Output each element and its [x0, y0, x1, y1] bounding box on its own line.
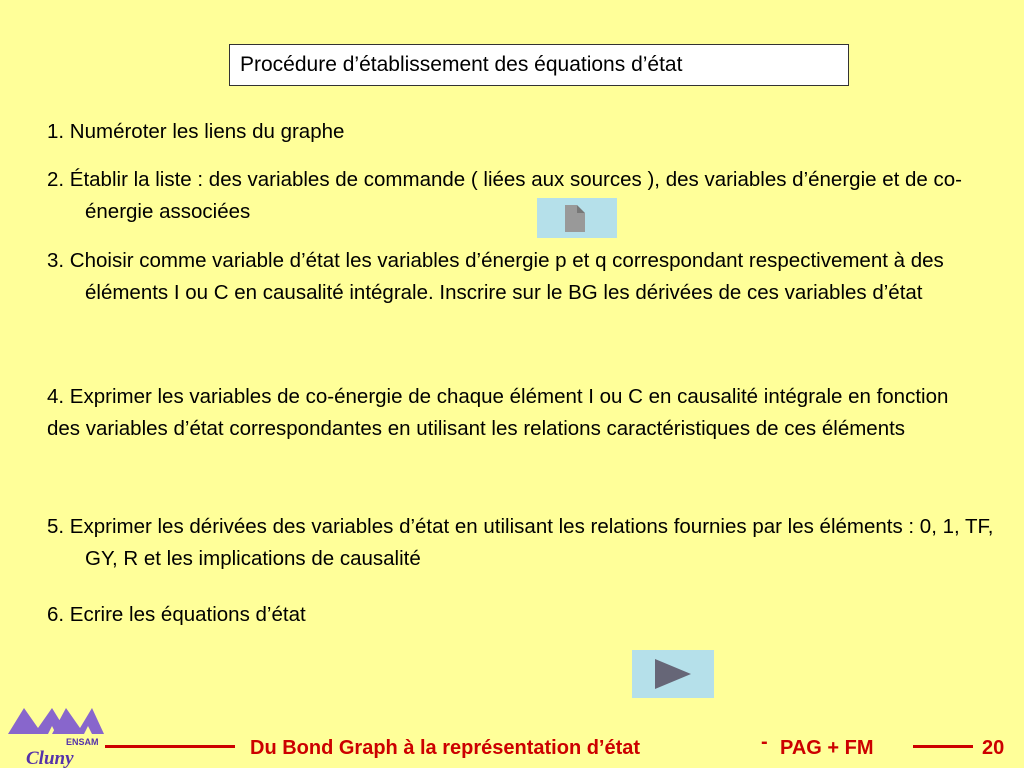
ensam-cluny-logo [4, 700, 104, 768]
footer-authors: PAG + FM [780, 737, 874, 759]
step-5: 5. Exprimer les dérivées des variables d’état en utilisant les relations fournies par les éléments : 0, 1, TF, GY, R et les implications de causalité [47, 515, 994, 570]
play-arrow-icon [655, 659, 691, 689]
step-1: 1. Numéroter les liens du graphe [47, 120, 345, 143]
footer-separator: - [761, 731, 768, 753]
step-2: 2. Établir la liste : des variables de commande ( liées aux sources ), des variables d’énergie et de co-énergie associées [47, 168, 962, 223]
logo-bottom-text: Cluny [26, 748, 74, 768]
step-4: 4. Exprimer les variables de co-énergie de chaque élément I ou C en causalité intégrale en fonction des variables d’état correspondantes en utilisant les relations caractéristiques de ces éléments [47, 385, 949, 440]
logo-top-text: ENSAM [66, 737, 99, 747]
step-6: 6. Ecrire les équations d’état [47, 603, 306, 626]
slide-title: Procédure d’établissement des équations d’état [229, 44, 849, 86]
footer-title: Du Bond Graph à la représentation d’état [250, 737, 641, 759]
footer-line-right [913, 745, 973, 748]
footer-line-left [105, 745, 235, 748]
step-3: 3. Choisir comme variable d’état les variables d’énergie p et q correspondant respectivement à des éléments I ou C en causalité intégrale. Inscrire sur le BG les dérivées de ces variables d’état [47, 249, 944, 304]
document-button[interactable] [537, 198, 617, 238]
page-number: 20 [982, 737, 1005, 759]
next-slide-button[interactable] [632, 650, 714, 698]
